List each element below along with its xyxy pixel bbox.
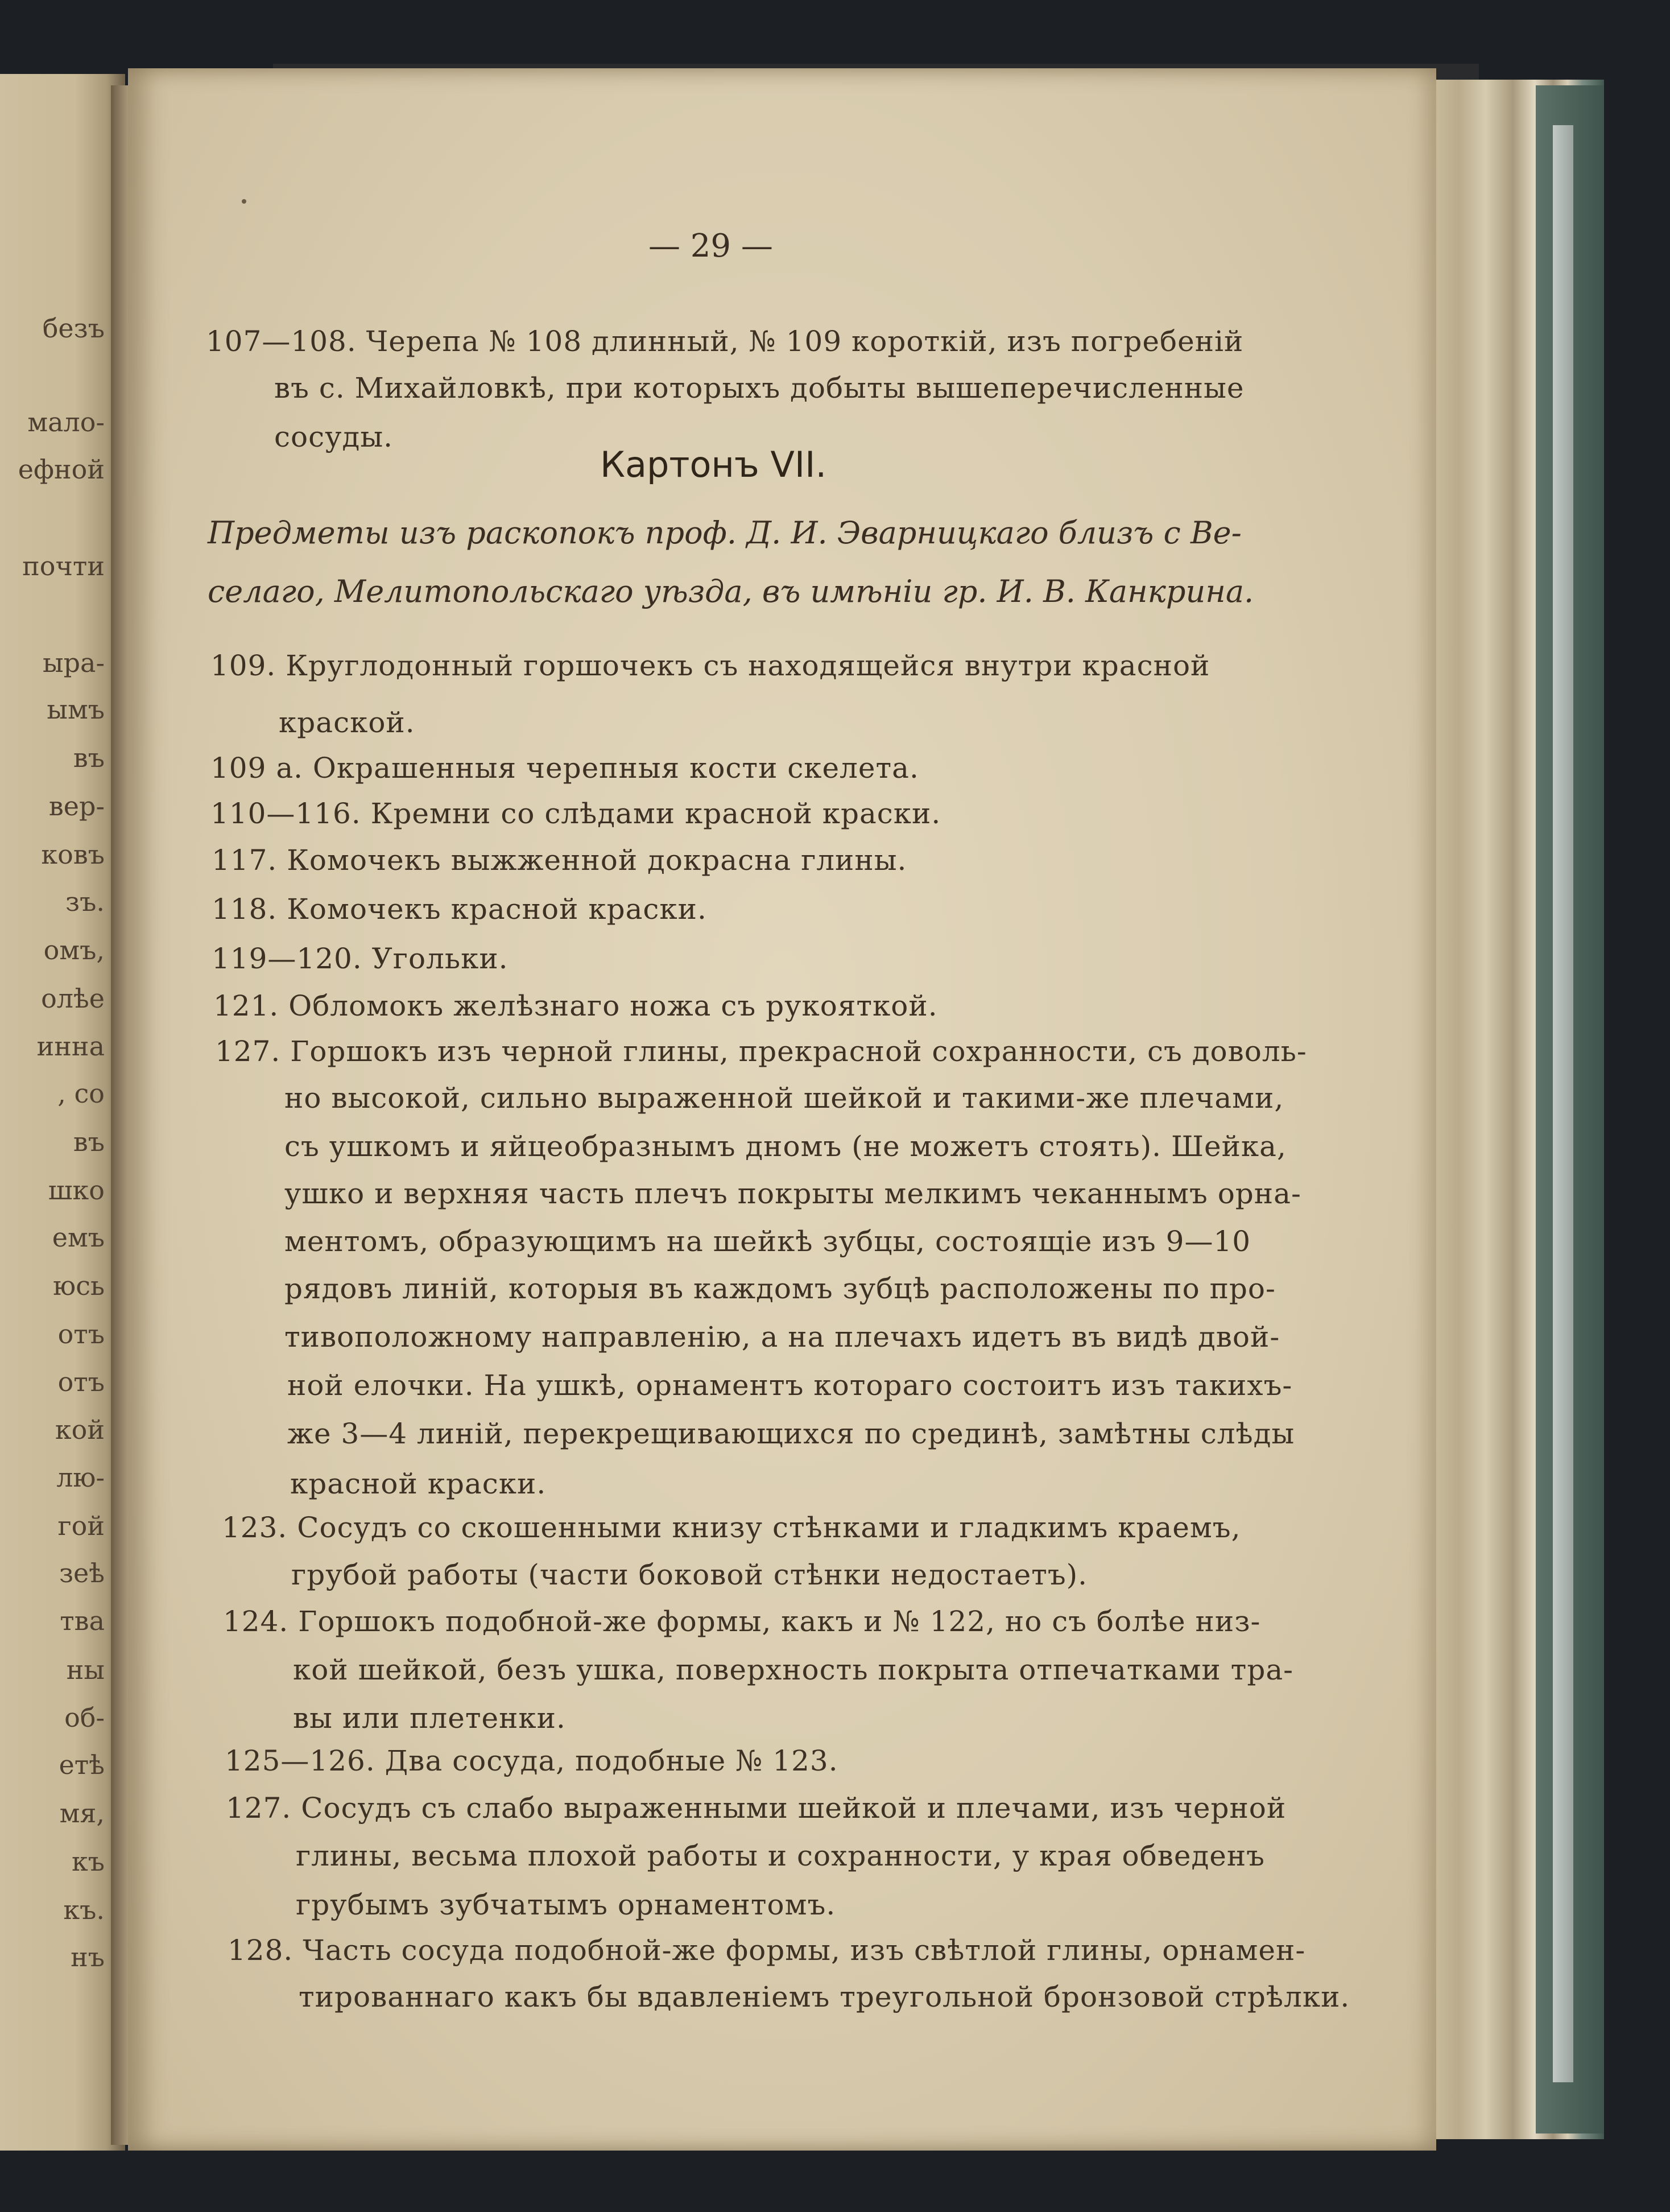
entry-line: кой шейкой, безъ ушка, поверхность покрыта отпечатками тра-: [293, 1653, 1294, 1686]
page-number: — 29 —: [648, 228, 773, 265]
left-page: [0, 74, 125, 2151]
entry-line: ментомъ, образующимъ на шейкѣ зубцы, состоящіе изъ 9—10: [284, 1225, 1251, 1258]
entry-line: краской.: [279, 706, 415, 739]
cover-inner-board: [1553, 125, 1573, 2082]
entry-line: 128. Часть сосуда подобной-же формы, изъ свѣтлой глины, орнамен-: [228, 1934, 1306, 1967]
left-page-fragment: отъ: [57, 1367, 105, 1397]
left-page-fragment: тва: [60, 1606, 105, 1636]
entry-line: 110—116. Кремни со слѣдами красной краски.: [210, 797, 941, 830]
entry-line: ной елочки. На ушкѣ, орнаментъ котораго состоитъ изъ такихъ-: [287, 1369, 1293, 1402]
entry-line: 117. Комочекъ выжженной докрасна глины.: [212, 844, 907, 877]
left-page-fragment: безъ: [42, 313, 105, 344]
left-page-fragment: въ: [73, 1126, 105, 1157]
entry-line: 127. Горшокъ изъ черной глины, прекрасной сохранности, съ доволь-: [215, 1035, 1307, 1068]
entry-line: сосуды.: [274, 420, 394, 453]
left-page-fragment: мя,: [59, 1798, 105, 1829]
entry-line: но высокой, сильно выраженной шейкой и такими-же плечами,: [284, 1082, 1284, 1115]
left-page-fragment: почти: [22, 551, 105, 581]
entry-line: ушко и верхняя часть плечъ покрыты мелкимъ чеканнымъ орна-: [284, 1177, 1301, 1210]
left-page-fragment: олѣе: [41, 983, 105, 1014]
left-page-fragment: ковъ: [41, 839, 105, 870]
entry-line: глины, весьма плохой работы и сохранности, у края обведенъ: [296, 1839, 1265, 1872]
entry-line: же 3—4 линій, перекрещивающихся по срединѣ, замѣтны слѣды: [287, 1417, 1295, 1450]
left-page-fragment: омъ,: [43, 935, 105, 965]
left-page-fragment: емъ: [52, 1222, 105, 1253]
left-page-fragment: вер-: [48, 791, 105, 822]
left-page-fragment: шко: [48, 1175, 105, 1206]
left-page-fragment: зеѣ: [59, 1558, 105, 1588]
left-page-fragment: зъ.: [65, 886, 105, 917]
left-page-fragment: етѣ: [59, 1749, 105, 1780]
entry-line: въ с. Михайловкѣ, при которыхъ добыты вышеперечисленные: [274, 372, 1245, 405]
entry-line: 109 а. Окрашенныя черепныя кости скелета.: [210, 752, 919, 785]
entry-line: тивоположному направленію, а на плечахъ идетъ въ видѣ двой-: [284, 1320, 1280, 1353]
section-subtitle: Предметы изъ раскопокъ проф. Д. И. Эварницкаго близъ с Ве-: [208, 515, 1242, 551]
entry-line: грубой работы (части боковой стѣнки недостаетъ).: [291, 1558, 1088, 1591]
entry-line: 107—108. Черепа № 108 длинный, № 109 короткій, изъ погребеній: [206, 325, 1244, 358]
entry-line: тированнаго какъ бы вдавленіемъ треугольной бронзовой стрѣлки.: [299, 1980, 1350, 2013]
left-page-fragment: отъ: [57, 1319, 105, 1350]
entry-line: 109. Круглодонный горшочекъ съ находящейся внутри красной: [210, 649, 1210, 682]
entry-line: 119—120. Угольки.: [212, 942, 509, 975]
entry-line: 123. Сосудъ со скошенными книзу стѣнками и гладкимъ краемъ,: [222, 1511, 1241, 1544]
left-page-fragment: , со: [57, 1078, 105, 1109]
entry-line: грубымъ зубчатымъ орнаментомъ.: [296, 1888, 836, 1921]
section-heading: Картонъ VII.: [600, 444, 827, 485]
left-page-fragment: къ: [71, 1846, 105, 1877]
entry-line: съ ушкомъ и яйцеобразнымъ дномъ (не можетъ стоять). Шейка,: [284, 1130, 1287, 1163]
left-page-fragment: мало-: [27, 407, 105, 438]
left-page-fragment: ефной: [18, 454, 105, 485]
left-page-fragment: въ: [73, 742, 105, 773]
entry-line: 124. Горшокъ подобной-же формы, какъ и № 122, но съ болѣе низ-: [223, 1605, 1261, 1638]
entry-line: 125—126. Два сосуда, подобные № 123.: [225, 1744, 838, 1777]
left-page-fragment: юсь: [53, 1270, 105, 1301]
left-page-fragment: ыра-: [42, 647, 105, 678]
entry-line: вы или плетенки.: [293, 1702, 566, 1735]
left-page-fragment: ымъ: [47, 694, 105, 725]
section-subtitle: селаго, Мелитопольскаго уѣзда, въ имѣніи гр. И. В. Канкрина.: [208, 573, 1254, 609]
paper-speck: [242, 199, 246, 204]
entry-line: 118. Комочекъ красной краски.: [212, 893, 707, 926]
left-page-fragment: нъ: [71, 1942, 105, 1972]
entry-line: красной краски.: [290, 1467, 547, 1500]
left-page-fragment: об-: [64, 1702, 105, 1733]
left-page-fragment: лю-: [56, 1462, 105, 1493]
entry-line: рядовъ линій, которыя въ каждомъ зубцѣ расположены по про-: [284, 1272, 1276, 1305]
left-page-fragment: ны: [66, 1654, 105, 1685]
left-page-fragment: кой: [55, 1414, 105, 1445]
entry-line: 121. Обломокъ желѣзнаго ножа съ рукояткой.: [213, 989, 938, 1022]
left-page-fragment: гой: [57, 1511, 105, 1541]
left-page-fragment: инна: [36, 1031, 105, 1062]
entry-line: 127. Сосудъ съ слабо выраженными шейкой и плечами, изъ черной: [226, 1792, 1287, 1825]
left-page-fragment: къ.: [63, 1895, 105, 1925]
